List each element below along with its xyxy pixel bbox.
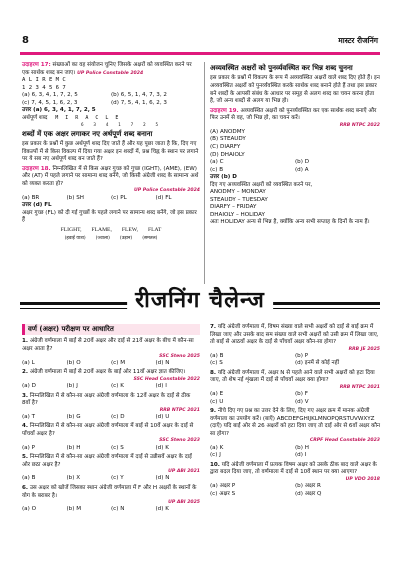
option: (a) अक्षर P (210, 483, 236, 490)
question-item (210, 370, 380, 406)
option: (b) J (66, 383, 78, 389)
word-glosses (22, 236, 200, 242)
option: (a) 6, 3, 4, 1, 7, 2, 5 (22, 92, 78, 99)
word-list (22, 227, 200, 235)
options (22, 445, 200, 453)
option: (a) T (22, 413, 35, 420)
word: FLIGHT, (60, 226, 82, 233)
section-title: वर्ण (अक्षर) परीक्षण पर आधारित (22, 324, 200, 335)
pair: ANODMY – MONDAY (210, 189, 266, 196)
option: (a) B (22, 475, 36, 482)
questions-left (22, 324, 200, 516)
page-number: 8 (22, 35, 29, 46)
example-19 (210, 108, 380, 227)
pair: STEAUDY – TUESDAY (210, 196, 268, 203)
question-item (22, 454, 200, 483)
word: FLAT (147, 226, 162, 233)
option: (a) B (210, 352, 224, 359)
question-text: अंग्रेजी वर्णमाला में बाईं से 20वें अक्षर के बाईं ओर 11वाँ अक्षर ज्ञात कीजिए। (29, 369, 186, 376)
letters-row: A L I R E M C (22, 77, 66, 84)
question-number: 8. (210, 369, 217, 376)
option: (a) O (22, 506, 36, 513)
question-number: 6. (22, 485, 29, 492)
option: (b) O (66, 359, 81, 366)
question-text: यदि अंग्रेजी वर्णमाला में, विषम संख्या वाले सभी अक्षरों को दाईं से बाईं क्रम में लिखा जाए और उसके बाद सम संख्या वाले सभी अक्षरों को उसी क्रम में लिखा जाए, तो बाईं से आठवाँ अक्षर के दाईं से पाँचवाँ अक्षर कौन-सा होगा? (210, 324, 379, 346)
question-text: यदि अंग्रेजी वर्णमाला में प्रत्यक विषम अक्षर को उसके ठीक बाद वाले अक्षर के द्वारा बदल दिया जाए, तो वर्णमाला में दाईं से 10वें स्थान पर क्या आएगा? (210, 461, 377, 476)
option: (d) K (155, 444, 169, 451)
option: (b) SH (66, 194, 84, 201)
source-tag: RRB NTPC 2021 (159, 407, 200, 413)
option: (b) F (295, 391, 308, 398)
option: (c) S (210, 360, 223, 367)
option: (a) E (210, 391, 224, 398)
source-tag: UP Police Constable 2024 (134, 188, 200, 194)
example-text: अव्यवस्थित अक्षरों को पुनर्व्यवस्थित कर एक सार्थक शब्द बनाएँ और फिर उनमें से वह, जो भिन्न हो, का चयन करें। (210, 107, 377, 122)
option: (c) N (111, 506, 125, 513)
source-tag: SSC Steno 2025 (159, 353, 200, 359)
option: (c) S (111, 444, 124, 451)
option: (b) अक्षर R (295, 483, 321, 490)
options (22, 506, 200, 514)
option: (B) STEAUDY (210, 136, 246, 143)
example-label: उदाहरण 18. (22, 165, 51, 172)
example-label: उदाहरण 17: (22, 62, 51, 68)
question-item (22, 485, 200, 514)
source-tag: RRB NTPC 2021 (339, 385, 380, 391)
option: (d) 7, 5, 4, 1, 6, 2, 3 (111, 99, 167, 106)
option: (b) M (66, 506, 82, 513)
answer: उत्तर (a) 6, 3, 4, 1, 7, 2, 5 (22, 107, 96, 114)
pair: DIARFY – FRIDAY (210, 204, 257, 211)
question-item (210, 462, 380, 498)
option: (c) M (111, 359, 126, 366)
option: (c) D (111, 413, 125, 420)
option: (a) P (22, 444, 35, 451)
source-tag: UP Police Constable 2024 (77, 70, 144, 76)
gloss: (समतल) (142, 236, 158, 242)
page-header (0, 0, 400, 60)
example-text: निम्नलिखित में से किस अक्षर गुच्छ को गुच्छ (IGHT), (AME), (EW) और (AT) में पहले लगाने पर सामान्य शब्द बनेंगे, जो किसी अंग्रेजी शब्द के सामान्य अर्थ को व्यक्त करता हो? (22, 165, 199, 187)
questions-right (210, 324, 380, 500)
question-item (22, 393, 200, 422)
question-number: 2. (22, 369, 29, 376)
options (22, 360, 200, 368)
option: (c) Y (111, 475, 124, 482)
word-numbers: 6 3 4 1 7 2 5 (81, 122, 163, 128)
column-divider (204, 62, 205, 284)
option: (c) K (111, 383, 124, 389)
option: (d) अक्षर Q (295, 490, 322, 497)
pair: DHAIOLY – HOLIDAY (210, 211, 265, 218)
option: (C) DIARFY (210, 144, 241, 150)
question-number: 3. (22, 392, 29, 399)
word: FLAME, (91, 226, 112, 233)
note: अतः HOLIDAY अन्य से भिन्न है, क्योंकि अन्य सभी सप्ताह के दिनों के नाम हैं। (210, 219, 370, 226)
section-heading: शब्दों में एक अक्षर लगाकर नए अर्थपूर्ण शब्द बनाना (22, 129, 153, 138)
option: (a) BR (22, 194, 40, 201)
options (22, 195, 200, 203)
answer-options (210, 159, 380, 174)
question-text: यदि अंग्रेजी वर्णमाला में, अक्षर N से पहले आने वाले सभी अक्षरों को हटा दिया जाए, तो शेष नई शृंखला में दाईं से पाँचवाँ अक्षर क्या होगा? (210, 369, 375, 384)
option: (d) इनमें से कोई नहीं (295, 360, 340, 367)
option: (D) DHAIOLY (210, 151, 245, 158)
right-column (210, 62, 380, 227)
option: (a) L (22, 359, 35, 366)
option: (c) B (210, 166, 224, 173)
question-item (22, 369, 200, 390)
left-column (22, 62, 200, 243)
options (210, 391, 380, 406)
option: (d) I (155, 383, 167, 389)
source-tag: UP ABI 2025 (168, 500, 200, 506)
section-text: इस प्रकार के प्रश्नों में विकल्प के रूप में अव्यवस्थित अक्षरों वाले शब्द दिए होते हैं। इन अव्यवस्थित अक्षरों को पुनर्व्यवस्थित करके सार्थक शब्द बनाने होते हैं तथा इस प्रकार बने शब्दों के आपसी संबंध के आधार पर समूह से अलग शब्द का चयन करना होता है, जो अन्य शब्दों से अलग या भिन्न हो। (210, 75, 380, 105)
answer: उत्तर (d) FL (22, 202, 52, 209)
option: (a) D (22, 383, 36, 389)
question-item (22, 338, 200, 367)
section-heading: अव्यवस्थित अक्षरों को पुनर्व्यवस्थित कर भिन्न शब्द चुनना (210, 64, 353, 72)
option: (d) V (295, 398, 309, 405)
question-text: उस अक्षर को खोजें जिसका स्थान अंग्रेजी वर्णमाला में F और H अक्षरों के स्थानों के योग के बराबर है। (22, 485, 197, 499)
options (210, 445, 380, 460)
source-tag: CRPF Head Constable 2023 (309, 438, 380, 444)
example-text: संख्याओं का वह संयोजन चुनिए जिसके अक्षरों को व्यवस्थित करने पर एक सार्थक शब्द बन जाए। (22, 62, 192, 76)
option: (c) J (210, 452, 221, 459)
question-number: 4. (22, 423, 29, 430)
option: (d) N (155, 475, 170, 482)
options (22, 414, 200, 422)
header-rule (20, 52, 380, 55)
option: (A) ANODMY (210, 128, 245, 135)
option: (b) X (66, 475, 81, 482)
meaningful-word-label: अर्थपूर्ण शब्द (22, 114, 48, 121)
option: (b) H (66, 444, 81, 451)
question-text: नीचे दिए गए प्रश्न का उत्तर देने के लिए, दिए गए अक्षर क्रम में मानक अंग्रेजी वर्णमाला का उपयोग करें। (बाएँ) ABCDEFGHIJKLMNOPQRSTUVWXYZ (दाएँ) यदि बाईं ओर से 26 अक्षरों को हटा दिया जाए तो दाईं ओर से 6वाँ अक्षर कौन सा होगा? (210, 408, 381, 437)
answer: उत्तर (b) D (210, 174, 237, 181)
word: FLEW, (121, 226, 138, 233)
option: (c) U (210, 398, 224, 405)
question-text: अंग्रेजी वर्णमाला में बाईं से 20वें अक्षर और दाईं से 21वें अक्षर के बीच में कौन-सा अक्षर आता है? (22, 338, 194, 352)
explanation: अक्षर गुच्छ (FL) को दी गई गुच्छों के पहले लगाने पर सामान्य शब्द बनेंगे, जो इस प्रकार हैं (22, 209, 197, 224)
question-text: निम्नलिखित में से कौन-सा अक्षर अंग्रेजी वर्णमाला के 12वें अक्षर के दाईं से ठीक 8वाँ है? (22, 392, 191, 407)
meaningful-word (22, 115, 200, 128)
options (22, 383, 200, 391)
question-text: निम्नलिखित में से कौन-सा अक्षर अंग्रेजी वर्णमाला में बाईं से 10वें अक्षर के दाईं से पाँचवाँ अक्षर है? (22, 423, 194, 437)
options (210, 483, 380, 498)
question-text: निम्नलिखित में से कौन-सा अक्षर अंग्रेजी वर्णमाला में दाईं से उन्नीसवें अक्षर के दाईं ओर छठा अक्षर है? (22, 454, 192, 468)
option: (b) H (295, 444, 309, 451)
option: (d) U (155, 413, 170, 420)
question-item (210, 324, 380, 368)
option: (d) A (295, 166, 309, 173)
option: (d) I (295, 452, 307, 459)
example-18 (22, 166, 200, 243)
word-letters: M I R A C L E (55, 114, 121, 121)
options (22, 92, 200, 107)
option: (c) PL (111, 194, 127, 201)
source-tag: UP VDO 2018 (345, 476, 380, 482)
option: (a) K (210, 444, 224, 451)
options (22, 475, 200, 483)
options (210, 353, 380, 368)
source-tag: SSC Steno 2023 (159, 438, 200, 444)
question-number: 10. (210, 461, 220, 468)
option: (c) 7, 4, 5, 1, 6, 2, 3 (22, 99, 78, 106)
option: (c) अक्षर S (210, 490, 236, 497)
gloss: (उड़ान) (119, 236, 133, 242)
option: (d) K (155, 506, 169, 513)
numbers-row: 1 2 3 4 5 6 7 (22, 84, 66, 91)
gloss: (ज्वाला) (95, 236, 110, 242)
source-tag: RRB JE 2025 (348, 346, 380, 352)
example-label: उदाहरण 19. (210, 107, 239, 114)
option: (a) C (210, 159, 224, 166)
option: (d) FL (155, 194, 172, 201)
gloss: (हवाई यात्रा) (64, 236, 86, 242)
explanation: दिए गए अव्यवस्थित अक्षरों को व्यवस्थित करने पर, (210, 181, 313, 188)
question-number: 1. (22, 338, 29, 345)
question-item (210, 408, 380, 459)
question-number: 9. (210, 408, 217, 415)
option: (d) N (155, 359, 170, 366)
source-tag: SSC Head Constable 2022 (133, 376, 200, 382)
option: (b) D (295, 159, 310, 166)
question-number: 7. (210, 324, 217, 330)
source-tag: RRB NTPC 2022 (339, 122, 380, 128)
section-text: इस प्रकार के प्रश्नों में कुछ अर्थपूर्ण शब्द दिए जाते हैं और यह पूछा जाता है कि, दिए गए विकल्पों में से किस विकल्प में दिया गया अक्षर इन शब्दों में, प्रश्न चिह्न के स्थान पर लगाने पर ये सब नए अर्थपूर्ण शब्द बन जाते हैं? (22, 141, 199, 163)
question-number: 5. (22, 454, 29, 461)
option: (b) 6, 5, 1, 4, 7, 3, 2 (111, 92, 167, 99)
option: (b) G (66, 413, 81, 420)
question-item (22, 423, 200, 452)
example-17 (22, 62, 200, 128)
book-title: मास्टर रीजनिंग (338, 36, 378, 45)
banner-title: रीजनिंग चैलेन्ज (127, 286, 273, 316)
option: (b) P (295, 352, 309, 359)
source-tag: UP ABI 2021 (168, 469, 200, 475)
challenge-banner (20, 286, 380, 320)
